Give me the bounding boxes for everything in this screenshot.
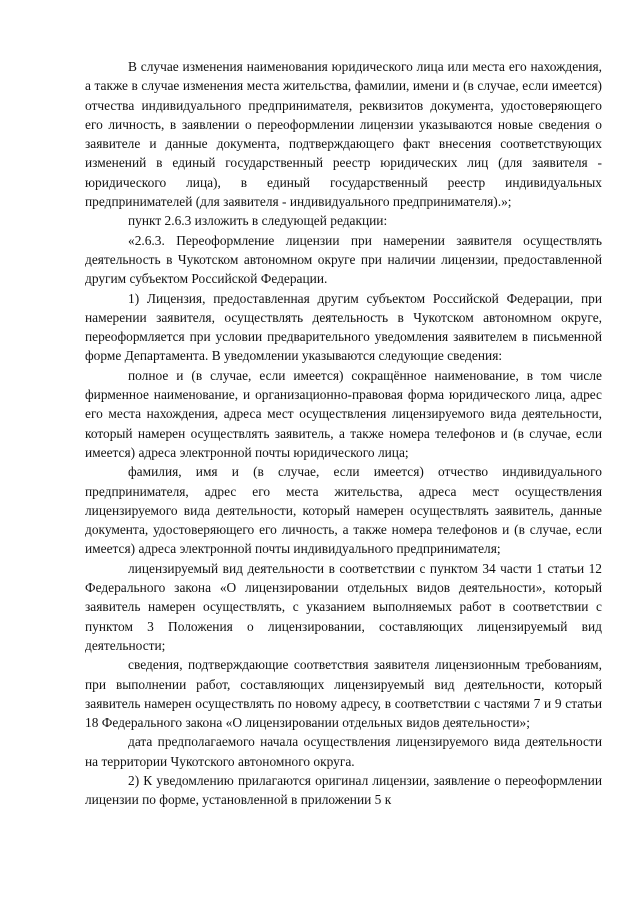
paragraph-clause-intro: пункт 2.6.3 изложить в следующей редакции: bbox=[128, 213, 388, 229]
paragraph-compliance-info: сведения, подтверждающие соответствия заявителя лицензионным требованиям, при выполнении работ, составляющих лицензируемый вид деятельности, который заявитель намерен осуществлять по новому адресу, в соответствии с частями 7 и 9 статьи 18 Федерального закона «О лицензировании отдельных видов деятельности»; bbox=[85, 657, 602, 731]
paragraph-legal-entity-info: полное и (в случае, если имеется) сокращённое наименование, в том числе фирменное наименование, и организационно-правовая форма юридического лица, адрес его места нахождения, адреса мест осуществления лицензируемого вида деятельности, который намерен осуществлять заявитель, а также номера телефонов и (в случае, если имеется) адреса электронной почты юридического лица; bbox=[85, 367, 602, 460]
document-body bbox=[85, 57, 602, 810]
paragraph-name-change: В случае изменения наименования юридического лица или места его нахождения, а также в случае изменения места жительства, фамилии, имени и (в случае, если имеется) отчества индивидуального предпринимателя, реквизитов документа, удостоверяющего его личность, в заявлении о переоформлении лицензии указываются новые сведения о заявителе и данные документа, подтверждающего факт внесения соответствующих изменений в единый государственный реестр юридических лиц (для заявителя - юридического лица), в единый государственный реестр индивидуальных предпринимателей (для заявителя - индивидуального предпринимателя).»; bbox=[85, 59, 602, 210]
paragraph-clause-2-6-3: «2.6.3. Переоформление лицензии при намерении заявителя осуществлять деятельность в Чукотском автономном округе при наличии лицензии, предоставленной другим субъектом Российской Федерации. bbox=[85, 232, 602, 287]
paragraph-start-date: дата предполагаемого начала осуществления лицензируемого вида деятельности на территории Чукотского автономного округа. bbox=[85, 734, 602, 769]
paragraph-item-1: 1) Лицензия, предоставленная другим субъектом Российской Федерации, при намерении заявителя, осуществлять деятельность в Чукотском автономном округе, переоформляется при условии предварительного уведомления заявителем в письменной форме Департамента. В уведомлении указываются следующие сведения: bbox=[85, 290, 602, 364]
paragraph-entrepreneur-info: фамилия, имя и (в случае, если имеется) отчество индивидуального предпринимателя, адрес его места жительства, адреса мест осуществления лицензируемого вида деятельности, который намерен осуществлять заявитель, данные документа, удостоверяющего его личность, а также номера телефонов и (в случае, если имеется) адреса электронной почты индивидуального предпринимателя; bbox=[85, 464, 602, 557]
paragraph-item-2: 2) К уведомлению прилагаются оригинал лицензии, заявление о переоформлении лицензии по форме, установленной в приложении 5 к bbox=[85, 772, 602, 808]
paragraph-licensed-activity: лицензируемый вид деятельности в соответствии с пунктом 34 части 1 статьи 12 Федерального закона «О лицензировании отдельных видов деятельности», который заявитель намерен осуществлять, с указанием выполняемых работ в соответствии с пунктом 3 Положения о лицензировании, составляющих лицензируемый вид деятельности; bbox=[85, 560, 602, 653]
